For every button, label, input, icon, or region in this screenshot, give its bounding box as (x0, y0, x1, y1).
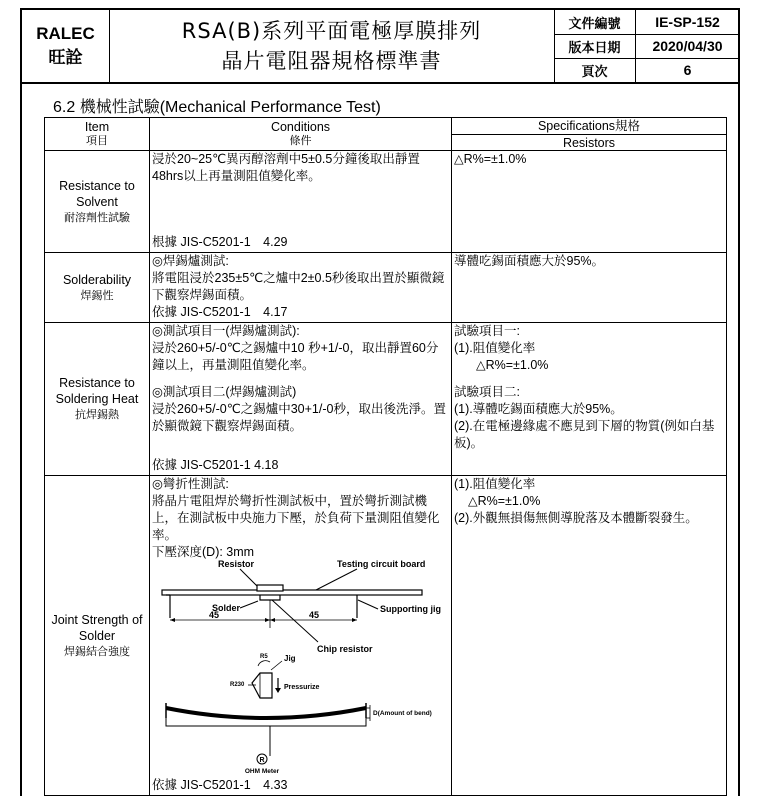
col-header-item-zh: 項目 (86, 135, 108, 147)
spec-text: △R%=±1.0% (454, 152, 527, 166)
condition-reference: 根據 JIS-C5201-1 4.29 (152, 235, 288, 249)
r5-label: R5 (260, 654, 268, 660)
amount-of-bend-label: D(Amount of bend) (373, 710, 432, 717)
table-header-row (45, 118, 727, 135)
table-row (45, 476, 727, 796)
spec-text: 導體吃錫面積應大於95%。 (454, 254, 605, 268)
condition-heading: ◎測試項目一(焊錫爐測試): (152, 324, 300, 338)
testing-board-label: Testing circuit board (337, 559, 426, 569)
item-name-en: Resistance to Solvent (59, 178, 135, 209)
jig-label: Jig (284, 654, 296, 663)
spec-text: (1).阻值變化率 (454, 341, 536, 355)
condition-text: 將電阻浸於235±5℃之爐中2±0.5秒後取出置於顯微鏡下觀察焊錫面積。 (152, 271, 445, 302)
resistor-label: Resistor (218, 559, 255, 569)
spec-text: (1).導體吃錫面積應大於95%。 (454, 402, 623, 416)
dimension-left: 45 (208, 610, 220, 620)
mechanical-test-table (44, 117, 727, 796)
doc-number-value: IE-SP-152 (655, 14, 720, 30)
item-name-zh: 焊錫結合強度 (64, 645, 130, 658)
version-date-value: 2020/04/30 (652, 38, 723, 54)
document-title (109, 10, 554, 82)
ohm-meter-label: OHM Meter (244, 768, 280, 775)
spec-text: (1).阻值變化率 (454, 477, 536, 491)
dimension-right: 45 (308, 610, 320, 620)
r230-label: R230 (230, 682, 245, 688)
page-number: 6 (683, 62, 692, 78)
title-line-2: 晶片電阻器規格標準書 (221, 49, 442, 73)
spec-heading: 試驗項目二: (454, 385, 520, 399)
condition-text: 下壓深度(D): 3mm (152, 545, 255, 559)
page-label: 頁次 (581, 64, 608, 80)
spec-heading: 試驗項目一: (454, 324, 520, 338)
spec-value: △R%=±1.0% (468, 494, 541, 508)
pressurize-label: Pressurize (284, 684, 320, 691)
condition-reference: 依據 JIS-C5201-1 4.33 (152, 778, 288, 792)
col-header-item: Item (84, 120, 110, 134)
bend-test-diagram (152, 558, 450, 783)
item-name-en: Solderability (62, 272, 132, 287)
chip-resistor-label: Chip resistor (317, 644, 373, 654)
jig-head-shape (252, 673, 272, 698)
item-name-zh: 耐溶劑性試驗 (64, 211, 130, 224)
company-block (22, 10, 109, 82)
table-row (45, 323, 727, 476)
condition-heading: ◎焊錫爐測試: (152, 254, 229, 268)
item-name-zh: 抗焊錫熱 (75, 409, 119, 421)
condition-heading: ◎彎折性測試: (152, 477, 229, 491)
table-row (45, 253, 727, 323)
resistor-shape (257, 585, 283, 591)
spec-text: (2).在電極邊緣處不應見到下層的物質(例如白基板)。 (454, 419, 715, 450)
condition-text: 將晶片電阻焊於彎折性測試板中，置於彎折測試機上，在測試板中央施力下壓，於負荷下量測阻值變化率。 (152, 494, 440, 542)
col-header-spec: Specifications規格 (452, 118, 727, 135)
document-header (20, 8, 740, 84)
table-row (45, 151, 727, 253)
item-name-en: Joint Strength of Solder (51, 612, 143, 643)
bent-board-shape (166, 708, 366, 718)
spec-value: △R%=±1.0% (476, 358, 549, 372)
test-board-shape (162, 590, 422, 595)
company-name-zh: 旺詮 (48, 48, 83, 67)
solder-label: Solder (212, 603, 241, 613)
condition-text: 浸於260+5/-0℃之錫爐中30+1/-0秒，取出後洗淨。置於顯微鏡下觀察焊錫面積。 (152, 402, 446, 433)
col-header-spec-sub: Resistors (452, 135, 727, 151)
doc-number-label: 文件編號 (568, 16, 621, 32)
item-name-zh: 焊錫性 (80, 289, 114, 302)
section-title: 6.2 機械性試驗(Mechanical Performance Test) (53, 99, 381, 116)
col-header-conditions-zh: 條件 (289, 135, 312, 147)
supporting-jig-label: Supporting jig (380, 604, 441, 614)
condition-reference: 依據 JIS-C5201-1 4.18 (152, 458, 279, 472)
col-header-conditions: Conditions (270, 120, 331, 134)
version-date-label: 版本日期 (568, 40, 621, 56)
condition-reference: 依據 JIS-C5201-1 4.17 (152, 305, 288, 319)
condition-text: 浸於20~25℃異丙醇溶劑中5±0.5分鐘後取出靜置48hrs以上再量測阻值變化率。 (152, 152, 420, 183)
company-name-en: RALEC (36, 24, 95, 43)
item-name-en: Resistance to Soldering Heat (55, 376, 139, 406)
ohm-symbol: R (259, 757, 265, 764)
title-line-1: RSA(B)系列平面電極厚膜排列 (181, 19, 482, 43)
condition-heading: ◎測試項目二(焊錫爐測試) (152, 385, 297, 399)
spec-text: (2).外觀無損傷無側導脫落及本體斷裂發生。 (454, 511, 698, 525)
condition-text: 浸於260+5/-0℃之錫爐中10 秒+1/-0，取出靜置60分鐘以上，再量測阻值變化率。 (152, 341, 439, 372)
